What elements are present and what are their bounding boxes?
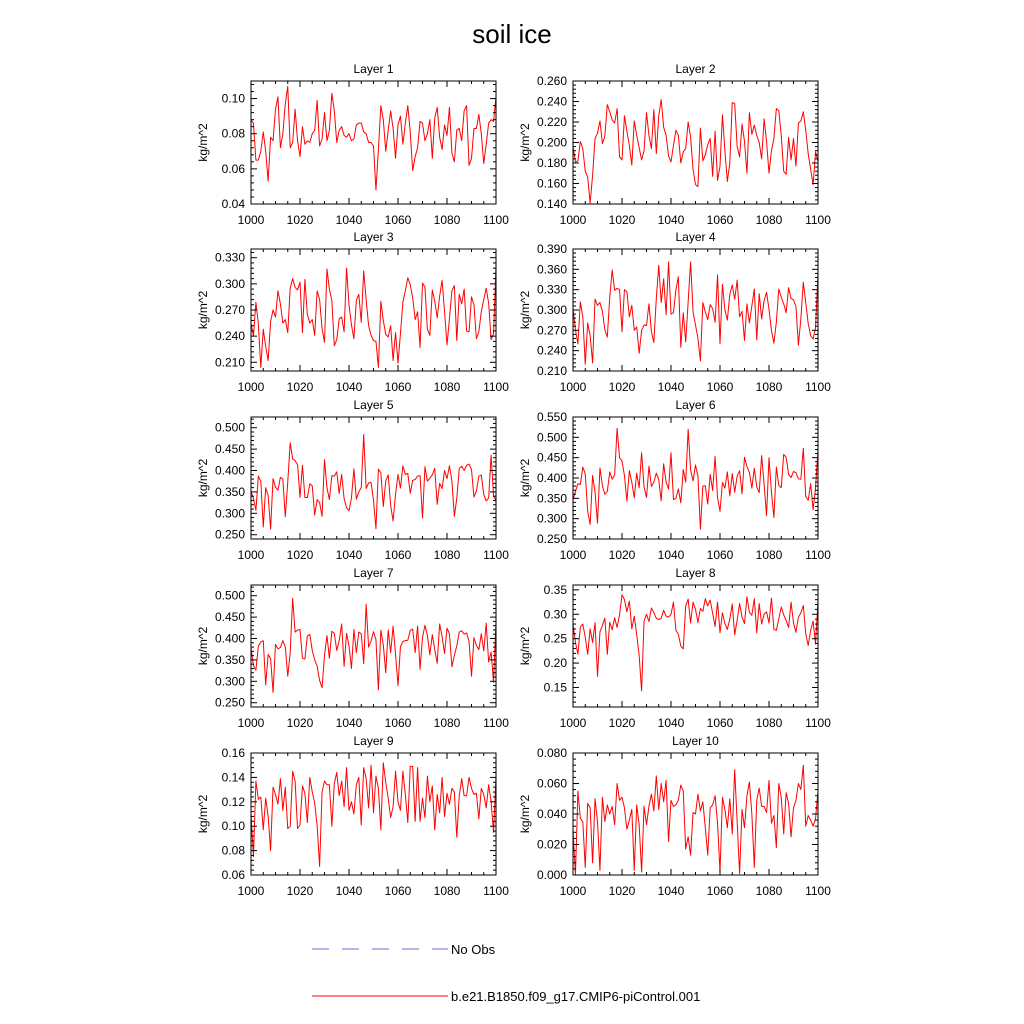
y-tick-label: 0.390 [536, 242, 567, 256]
plot-frame [573, 249, 818, 371]
y-tick-label: 0.15 [543, 680, 567, 695]
y-tick-label: 0.210 [214, 355, 245, 370]
x-tick-label: 1100 [483, 884, 509, 898]
y-tick-label: 0.300 [536, 303, 567, 317]
y-tick-label: 0.06 [221, 161, 245, 176]
panel-layer-1 [196, 62, 509, 227]
x-tick-label: 1040 [335, 213, 363, 227]
x-tick-label: 1100 [483, 213, 509, 227]
x-tick-label: 1060 [384, 548, 412, 562]
y-tick-label: 0.180 [536, 156, 567, 170]
x-tick-label: 1020 [286, 884, 314, 898]
x-tick-label: 1100 [805, 548, 831, 562]
panels [196, 62, 831, 898]
panel-title: Layer 6 [675, 398, 716, 412]
y-tick-label: 0.060 [536, 776, 567, 791]
panel-title: Layer 3 [353, 230, 394, 244]
x-tick-label: 1080 [755, 716, 783, 730]
plot-frame [573, 417, 818, 539]
series-line-layer-4-0 [573, 262, 818, 364]
y-tick-label: 0.080 [536, 746, 567, 760]
y-tick-label: 0.400 [536, 471, 567, 485]
y-tick-label: 0.08 [221, 843, 245, 858]
x-tick-label: 1000 [559, 716, 587, 730]
x-tick-label: 1000 [237, 380, 265, 394]
y-tick-label: 0.330 [214, 250, 245, 265]
x-tick-label: 1080 [755, 548, 783, 562]
y-axis-label: kg/m^2 [518, 290, 532, 330]
y-tick-label: 0.220 [536, 115, 567, 129]
panel-title: Layer 10 [672, 734, 719, 748]
y-axis-label: kg/m^2 [196, 794, 210, 834]
panel-title: Layer 5 [353, 398, 394, 412]
panel-layer-3 [196, 230, 509, 394]
series-line-layer-6-0 [573, 428, 818, 529]
x-tick-label: 1040 [657, 716, 685, 730]
x-tick-label: 1000 [237, 548, 265, 562]
x-tick-label: 1080 [433, 380, 461, 394]
y-tick-label: 0.200 [536, 135, 567, 150]
y-tick-label: 0.210 [536, 364, 567, 378]
figure-title: soil ice [472, 19, 552, 49]
y-tick-label: 0.270 [214, 303, 245, 317]
y-tick-label: 0.20 [543, 656, 567, 671]
y-tick-label: 0.350 [536, 491, 567, 506]
y-tick-label: 0.400 [214, 463, 245, 478]
x-tick-label: 1060 [706, 884, 734, 898]
y-tick-label: 0.450 [214, 610, 245, 625]
legend-label-model-run: b.e21.B1850.f09_g17.CMIP6-piControl.001 [451, 989, 701, 1004]
series-line-layer-1-0 [251, 86, 496, 190]
panel-title: Layer 8 [675, 566, 716, 580]
panel-layer-8 [518, 566, 831, 730]
y-tick-label: 0.25 [543, 631, 567, 646]
y-tick-label: 0.500 [214, 420, 245, 435]
x-tick-label: 1080 [755, 884, 783, 898]
plot-frame [573, 585, 818, 707]
y-axis-label: kg/m^2 [518, 123, 532, 162]
x-tick-label: 1020 [286, 716, 314, 730]
panel-layer-6 [518, 398, 831, 562]
plot-frame [251, 585, 496, 707]
y-tick-label: 0.30 [543, 607, 567, 622]
series-line-layer-9-0 [251, 763, 496, 867]
y-tick-label: 0.400 [214, 631, 245, 646]
x-tick-label: 1060 [384, 884, 412, 898]
y-tick-label: 0.500 [214, 588, 245, 603]
legend [312, 942, 700, 1004]
x-tick-label: 1020 [286, 213, 314, 227]
x-tick-label: 1040 [657, 548, 685, 562]
y-tick-label: 0.06 [221, 868, 245, 882]
x-tick-label: 1080 [433, 716, 461, 730]
x-tick-label: 1060 [384, 716, 412, 730]
x-tick-label: 1060 [706, 716, 734, 730]
x-tick-label: 1000 [237, 716, 265, 730]
x-tick-label: 1000 [237, 213, 265, 227]
y-tick-label: 0.500 [536, 430, 567, 445]
series-line-layer-10-0 [573, 765, 818, 875]
x-tick-label: 1060 [384, 213, 412, 227]
y-axis-label: kg/m^2 [196, 123, 210, 162]
x-tick-label: 1000 [559, 884, 587, 898]
y-tick-label: 0.300 [214, 506, 245, 521]
y-tick-label: 0.250 [214, 695, 245, 710]
y-tick-label: 0.160 [536, 176, 567, 191]
x-tick-label: 1020 [608, 716, 636, 730]
y-tick-label: 0.350 [214, 484, 245, 499]
x-tick-label: 1020 [608, 380, 636, 394]
x-tick-label: 1020 [286, 380, 314, 394]
x-tick-label: 1040 [657, 380, 685, 394]
y-tick-label: 0.240 [214, 329, 245, 344]
x-tick-label: 1040 [335, 716, 363, 730]
panel-title: Layer 2 [675, 62, 716, 76]
y-tick-label: 0.330 [536, 282, 567, 297]
y-axis-label: kg/m^2 [196, 458, 210, 498]
x-tick-label: 1000 [559, 213, 587, 227]
y-tick-label: 0.450 [214, 442, 245, 457]
y-tick-label: 0.270 [536, 323, 567, 338]
y-axis-label: kg/m^2 [518, 794, 532, 834]
y-tick-label: 0.35 [543, 582, 567, 597]
x-tick-label: 1040 [657, 884, 685, 898]
series-line-layer-8-0 [573, 595, 818, 691]
x-tick-label: 1040 [335, 884, 363, 898]
panel-title: Layer 4 [675, 230, 716, 244]
y-axis-label: kg/m^2 [196, 626, 210, 666]
x-tick-label: 1080 [755, 213, 783, 227]
y-tick-label: 0.040 [536, 807, 567, 821]
y-tick-label: 0.10 [221, 91, 245, 106]
y-tick-label: 0.140 [536, 197, 567, 211]
y-axis-label: kg/m^2 [518, 458, 532, 498]
panel-title: Layer 7 [353, 566, 394, 580]
x-tick-label: 1040 [335, 380, 363, 394]
legend-item-no-obs [312, 942, 496, 957]
y-tick-label: 0.12 [221, 794, 245, 809]
panel-title: Layer 9 [353, 734, 394, 748]
panel-layer-7 [196, 566, 509, 730]
y-tick-label: 0.240 [536, 94, 567, 109]
y-tick-label: 0.08 [221, 126, 245, 141]
y-tick-label: 0.350 [214, 652, 245, 667]
x-tick-label: 1100 [483, 380, 509, 394]
panel-layer-9 [196, 734, 509, 898]
y-tick-label: 0.300 [214, 276, 245, 291]
x-tick-label: 1100 [805, 380, 831, 394]
y-tick-label: 0.360 [536, 262, 567, 277]
series-line-layer-3-0 [251, 266, 496, 368]
panel-layer-4 [518, 230, 831, 394]
plot-frame [251, 81, 496, 204]
y-tick-label: 0.000 [536, 868, 567, 882]
y-tick-label: 0.550 [536, 410, 567, 424]
panel-layer-10 [518, 734, 831, 898]
y-tick-label: 0.250 [214, 527, 245, 542]
x-tick-label: 1020 [608, 884, 636, 898]
x-tick-label: 1060 [706, 380, 734, 394]
x-tick-label: 1020 [608, 213, 636, 227]
panel-title: Layer 1 [353, 62, 394, 76]
y-tick-label: 0.10 [221, 819, 245, 834]
x-tick-label: 1000 [559, 548, 587, 562]
x-tick-label: 1020 [608, 548, 636, 562]
x-tick-label: 1060 [706, 548, 734, 562]
series-line-layer-7-0 [251, 598, 496, 692]
y-tick-label: 0.020 [536, 837, 567, 852]
legend-item-model-run [312, 989, 700, 1004]
x-tick-label: 1040 [657, 213, 685, 227]
panel-layer-2 [518, 62, 831, 227]
x-tick-label: 1100 [483, 716, 509, 730]
x-tick-label: 1040 [335, 548, 363, 562]
plot-frame [251, 249, 496, 371]
x-tick-label: 1100 [483, 548, 509, 562]
legend-label-no-obs: No Obs [451, 942, 496, 957]
y-axis-label: kg/m^2 [518, 626, 532, 666]
x-tick-label: 1000 [559, 380, 587, 394]
x-tick-label: 1000 [237, 884, 265, 898]
y-tick-label: 0.04 [221, 197, 245, 211]
plot-frame [251, 753, 496, 875]
series-line-layer-5-0 [251, 435, 496, 530]
y-axis-label: kg/m^2 [196, 290, 210, 330]
x-tick-label: 1080 [755, 380, 783, 394]
y-tick-label: 0.450 [536, 450, 567, 465]
y-tick-label: 0.14 [221, 770, 245, 785]
y-tick-label: 0.300 [536, 511, 567, 526]
y-tick-label: 0.250 [536, 532, 567, 546]
x-tick-label: 1100 [805, 884, 831, 898]
x-tick-label: 1020 [286, 548, 314, 562]
x-tick-label: 1060 [384, 380, 412, 394]
x-tick-label: 1080 [433, 213, 461, 227]
y-tick-label: 0.300 [214, 674, 245, 689]
x-tick-label: 1100 [805, 213, 831, 227]
x-tick-label: 1080 [433, 884, 461, 898]
panel-layer-5 [196, 398, 509, 562]
series-line-layer-2-0 [573, 99, 818, 203]
y-tick-label: 0.260 [536, 74, 567, 88]
y-tick-label: 0.16 [221, 746, 245, 760]
x-tick-label: 1060 [706, 213, 734, 227]
y-tick-label: 0.240 [536, 343, 567, 358]
x-tick-label: 1080 [433, 548, 461, 562]
x-tick-label: 1100 [805, 716, 831, 730]
